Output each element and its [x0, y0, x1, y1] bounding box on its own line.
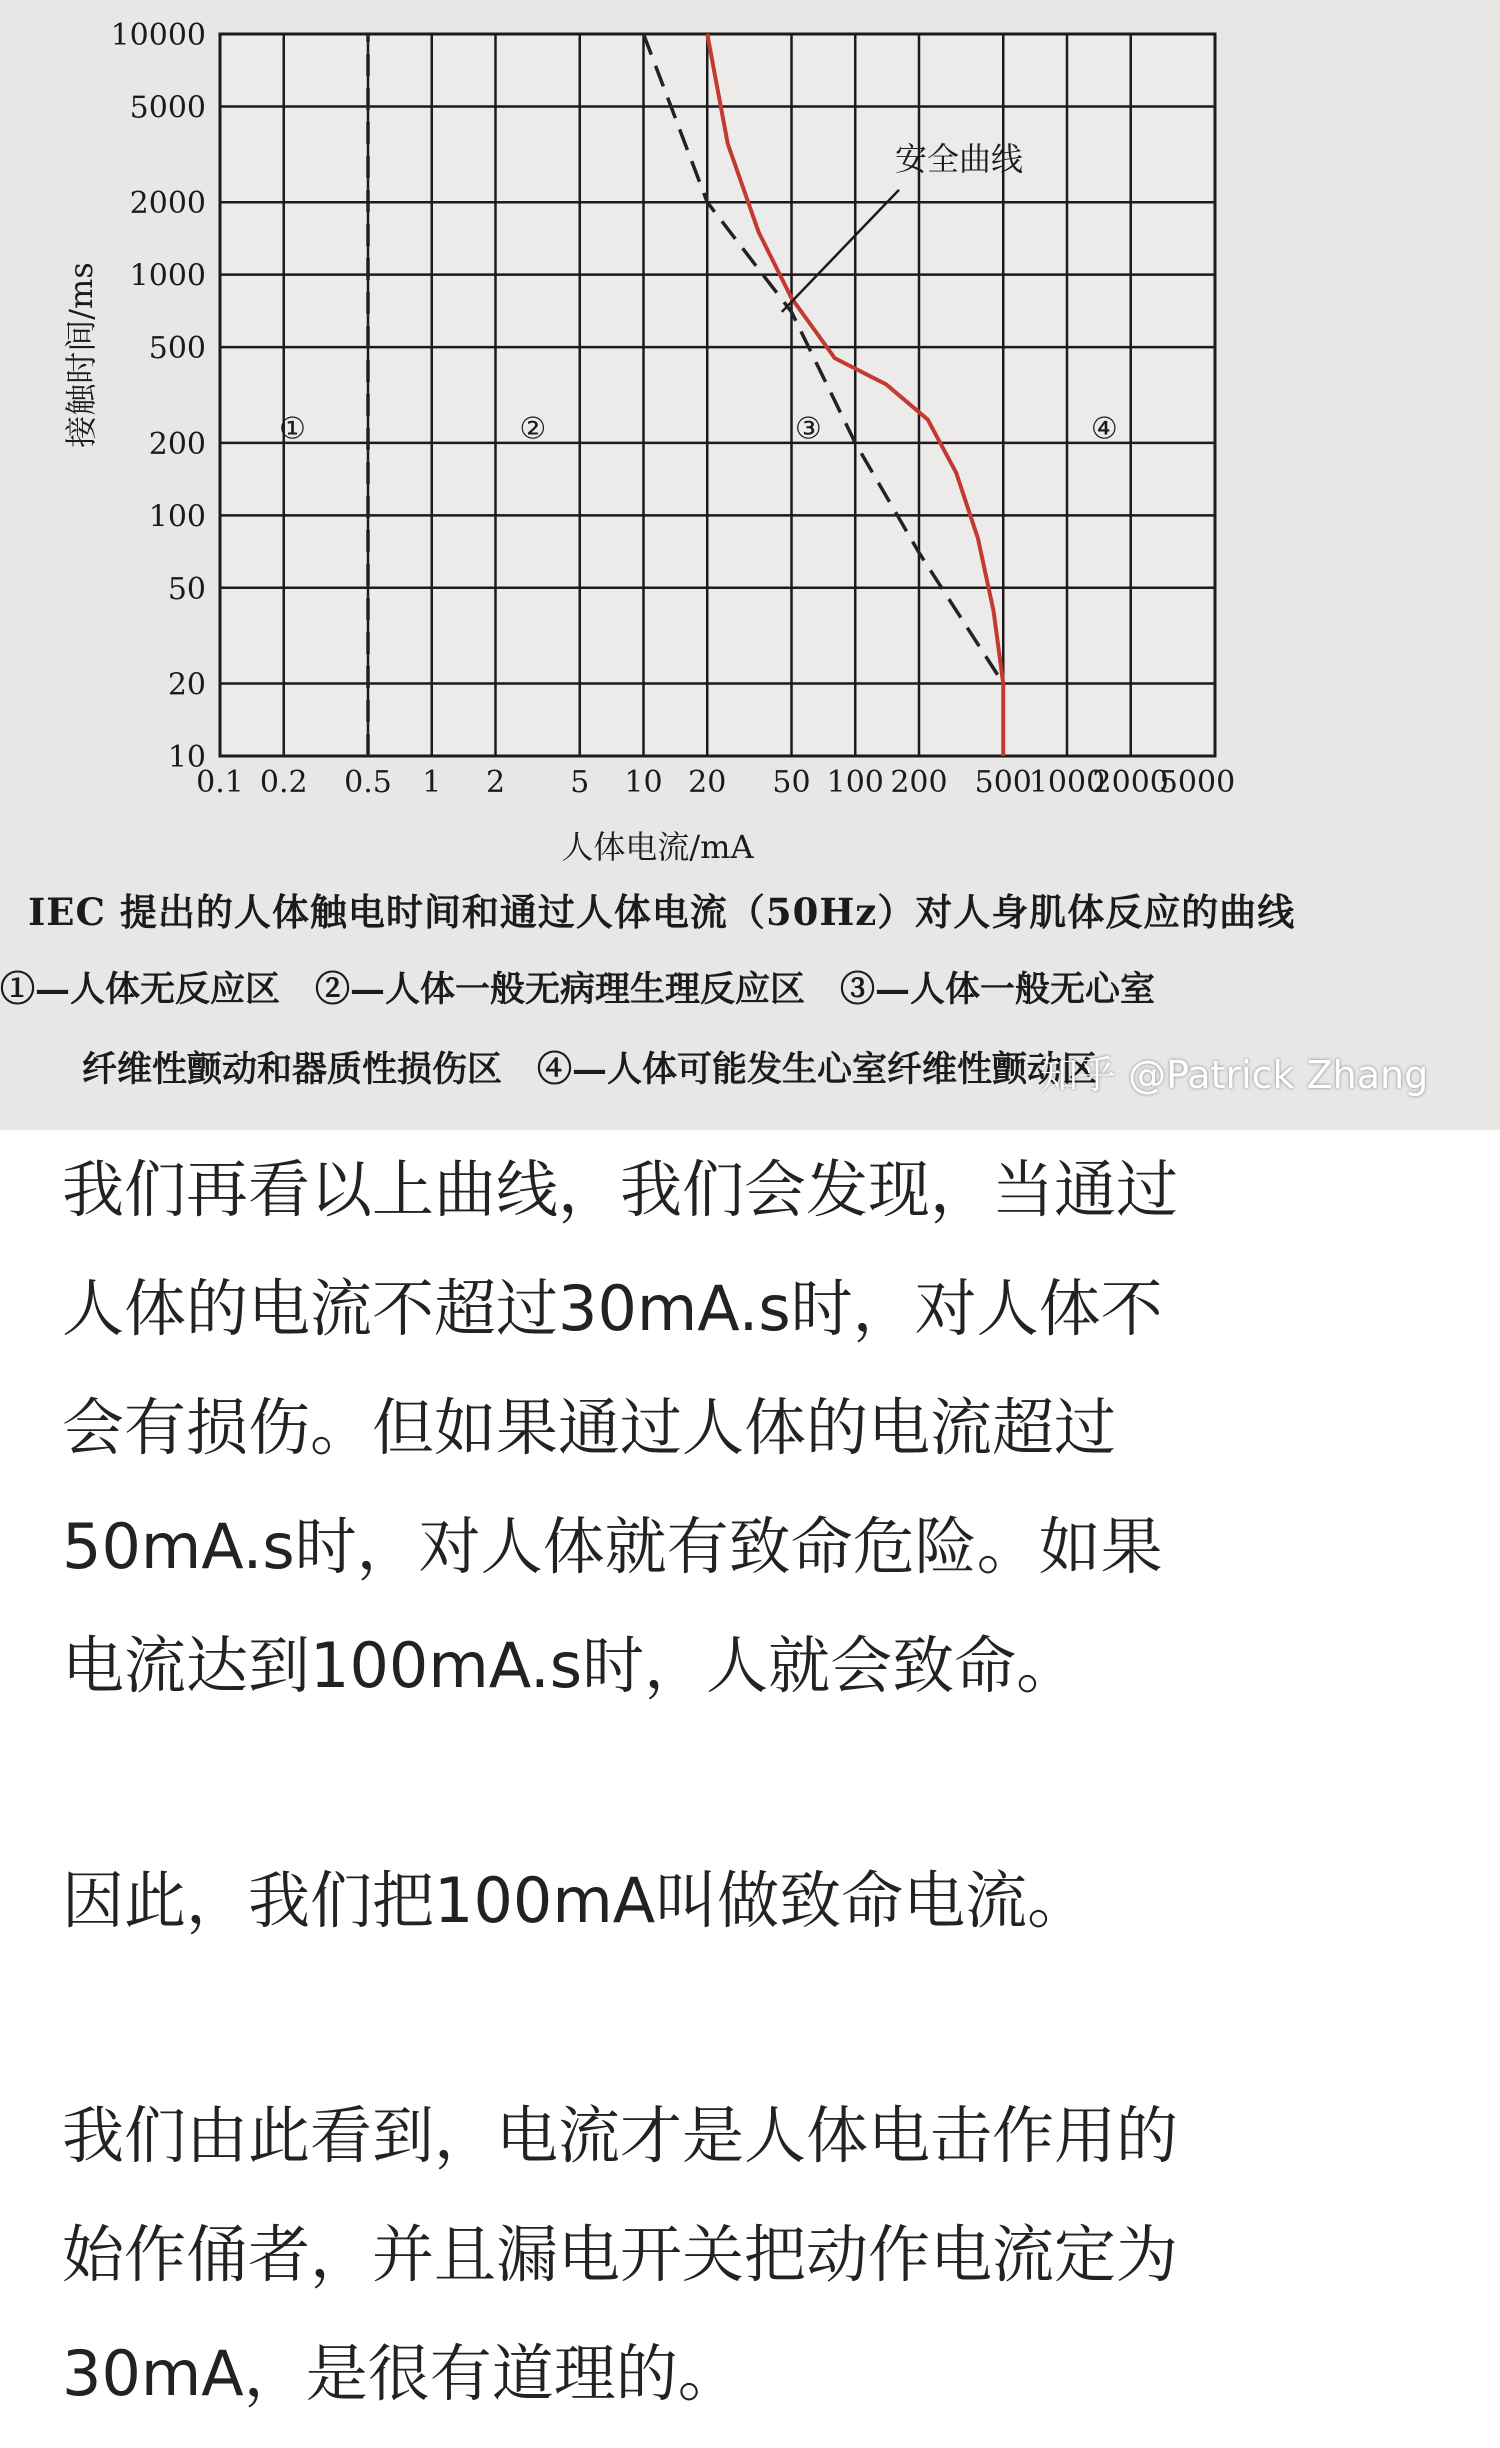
article-body: [62, 1130, 1462, 2433]
x-tick-label: 0.2: [259, 765, 308, 800]
iec-chart: [0, 0, 1500, 880]
paragraph-3-line: 30mA，是很有道理的。: [62, 2337, 740, 2410]
paragraph-gap: [62, 1960, 1462, 2076]
x-tick-label: 500: [974, 765, 1032, 800]
x-tick-label: 10: [624, 765, 663, 800]
y-tick-label: 200: [148, 426, 206, 462]
paragraph-1-line: 我们再看以上曲线，我们会发现，当通过: [62, 1153, 1179, 1226]
paragraph-gap: [62, 1725, 1462, 1841]
x-tick-label: 200: [890, 765, 948, 800]
paragraph-1-line: 人体的电流不超过30mA.s时，对人体不: [62, 1272, 1163, 1345]
y-tick-label: 10: [167, 740, 206, 775]
y-tick-label: 2000: [129, 186, 206, 222]
paragraph-3-line: 我们由此看到，电流才是人体电击作用的: [62, 2099, 1179, 2172]
zone-marker: ②: [519, 411, 547, 447]
x-tick-label: 20: [688, 765, 727, 800]
x-tick-label: 5000: [1158, 765, 1236, 800]
x-axis-label: 人体电流/mA: [561, 828, 754, 866]
watermark: 知乎 @Patrick Zhang: [1040, 1053, 1429, 1097]
paragraph-1-line: 电流达到100mA.s时，人就会致命。: [62, 1629, 1079, 1702]
zone-marker: ③: [794, 411, 822, 447]
chart-legend-line-2: 纤维性颤动和器质性损伤区 ④—人体可能发生心室纤维性颤动区: [82, 1049, 1098, 1090]
paragraph-3-line: 始作俑者，并且漏电开关把动作电流定为: [62, 2218, 1179, 2291]
zone-marker: ④: [1090, 411, 1118, 447]
y-tick-label: 50: [167, 571, 206, 607]
zone-marker: ①: [279, 411, 306, 447]
paragraph-3: [62, 2076, 1462, 2433]
y-tick-label: 500: [148, 331, 206, 367]
x-tick-label: 1000: [1028, 765, 1106, 800]
x-tick-label: 2: [485, 765, 506, 800]
x-tick-label: 0.1: [196, 765, 244, 800]
paragraph-1-line: 会有损伤。但如果通过人体的电流超过: [62, 1391, 1117, 1464]
y-tick-label: 20: [167, 667, 206, 703]
x-tick-label: 0.5: [344, 765, 392, 800]
y-axis-label: 接触时间/ms: [62, 262, 100, 448]
x-tick-label: 5: [570, 765, 590, 800]
chart-photo: [0, 0, 1500, 1130]
y-tick-label: 10000: [110, 18, 206, 53]
y-tick-label: 1000: [129, 258, 206, 294]
paragraph-2: 因此，我们把100mA叫做致命电流。: [62, 1864, 1090, 1937]
chart-caption-title: IEC 提出的人体触电时间和通过人体电流（50Hz）对人身肌体反应的曲线: [28, 890, 1296, 934]
paragraph-1-line: 50mA.s时，对人体就有致命危险。如果: [62, 1510, 1163, 1583]
annotation-label: 安全曲线: [894, 139, 1023, 178]
paragraph-1: [62, 1130, 1462, 1725]
chart-legend-line-1: ①—人体无反应区 ②—人体一般无病理生理反应区 ③—人体一般无心室: [0, 969, 1156, 1010]
x-tick-label: 1: [422, 765, 442, 800]
x-tick-label: 100: [826, 765, 884, 800]
y-tick-label: 100: [148, 499, 206, 535]
x-tick-label: 50: [772, 765, 811, 800]
x-tick-label: 2000: [1092, 765, 1169, 800]
y-tick-label: 5000: [129, 90, 206, 126]
